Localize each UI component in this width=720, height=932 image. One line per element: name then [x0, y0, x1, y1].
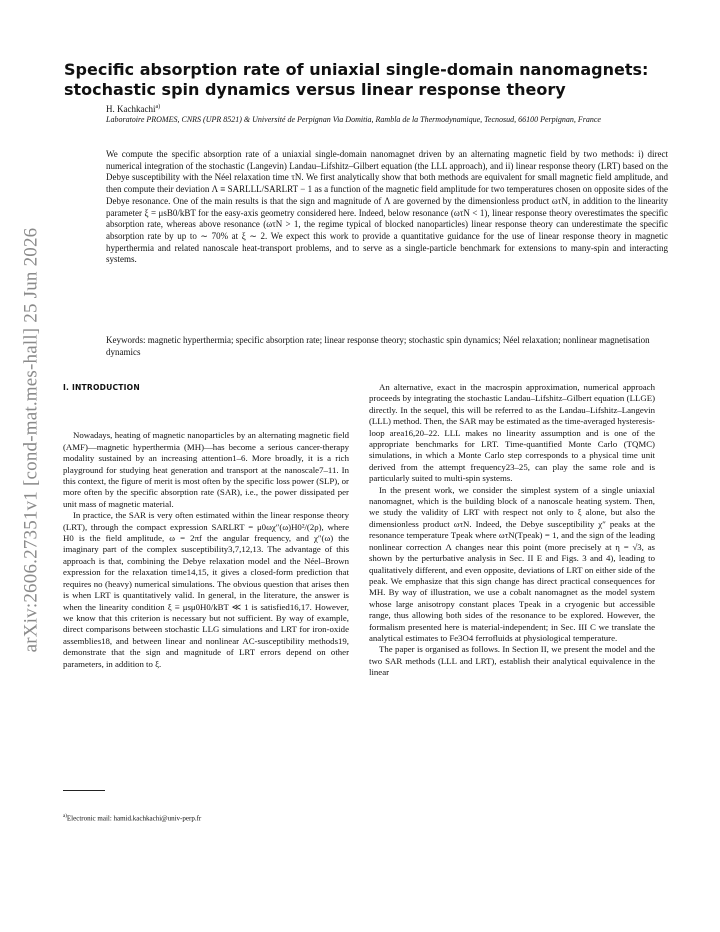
footnote-divider: [63, 790, 105, 791]
keywords: Keywords: magnetic hyperthermia; specific absorption rate; linear response theory; stochastic spin dynamics; Néel relaxation; nonlinear magnetisation dynamics: [106, 335, 650, 357]
section-heading-introduction: I. INTRODUCTION: [63, 383, 140, 392]
body-paragraph: In the present work, we consider the simplest system of a single uniaxial nanomagnet, which is the building block of a nanoscale heating system. Then, we study the validity of LRT with respect not only to ξ alone, but also the dimensionless product ωτN. Indeed, the Debye susceptibility χ″ peaks at the resonance temperature Tpeak where ωτN(Tpeak) = 1, and the sign of the leading nonlinear correction Λ changes near this point (more precisely at η = √3, as shown by the perturbative analysis in Sec. II E and Figs. 3 and 4), leading to qualitatively different, and even opposite, deviations of LRT on either side of the peak. We emphasize that this sign change has direct practical consequences for MH. By way of illustration, we use a cobalt nanomagnet as the model system whose large anisotropy constant places Tpeak in a cryogenic but accessible range, thus allowing both sides of the resonance to be explored. However, the formalism presented here is material-independent; in Sec. III C we translate the analytical estimates to Fe3O4 ferrofluids at physiological temperature.: [369, 484, 655, 643]
arxiv-identifier-text: arXiv:2606.27351v1 [cond-mat.mes-hall] 25 Jun 2026: [20, 227, 42, 653]
paper-title: Specific absorption rate of uniaxial single-domain nanomagnets: stochastic spin dynamics versus linear response theory: [64, 60, 649, 99]
footnote-email: Electronic mail: hamid.kachkachi@univ-perp.fr: [66, 814, 202, 823]
footnote-mark: a): [63, 814, 67, 819]
author-name: H. Kachkachi: [106, 104, 156, 114]
author-footnote-mark: a): [155, 104, 161, 110]
body-paragraph: In practice, the SAR is very often estimated within the linear response theory (LRT), through the compact expression SARLRT = μ0ωχ″(ω)H0²/(2ρ), where H0 is the field amplitude, ω = 2πf the angular frequency, and χ″(ω) the imaginary part of the complex susceptibility3,7,12,13. The advantage of this approach is that, combining the Debye relaxation model and the Néel–Brown expression for the relaxation time14,15, it gives a closed-form prediction that requires no (heavy) numerical simulations. The obvious question that arises then is when LRT is quantitatively valid. In general, in the literature, the answer is when the linearity condition ξ ≡ μsμ0H0/kBT ≪ 1 is satisfied16,17. However, we know that this criterion is necessary but not sufficient. By way of example, direct comparisons between stochastic LLG simulations and LRT for iron-oxide assemblies18, and between linear and nonlinear AC-susceptibility methods19, demonstrate that the sign and magnitude of LRT errors depend on other parameters, in addition to ξ.: [63, 510, 349, 669]
body-paragraph: The paper is organised as follows. In Section II, we present the model and the two SAR methods (LLL and LRT), establish their analytical equivalence in the linear: [369, 644, 655, 678]
right-column: [369, 382, 655, 679]
body-paragraph: Nowadays, heating of magnetic nanoparticles by an alternating magnetic field (AMF)—magnetic hyperthermia (MH)—has become a serious cancer-therapy modality sustained by an increasing attention1–6. More broadly, it is a rich playground for studying heat generation and transport at the nanoscale7–11. In this context, the figure of merit is most often by the specific loss power (SLP), or more often by the specific absorption rate (SAR), i.e., the power dissipated per unit mass of magnetic material.: [63, 430, 349, 509]
body-paragraph: An alternative, exact in the macrospin approximation, numerical approach proceeds by integrating the stochastic Landau–Lifshitz–Gilbert equation (LLGE) directly. In the sequel, this will be referred to as the Landau–Lifshitz–Langevin (LLL) method. Then, the SAR may be estimated as the time-averaged hysteresis-loop area16,20–22. LLL makes no linearity assumption and is one of the appropriate benchmarks for LRT. Time-quantified Monte Carlo (TQMC) simulations, in which a Monte Carlo step corresponds to a physical time unit derived from the attempt frequency23–25, can play the same role and is particularly suited to multi-spin systems.: [369, 382, 655, 484]
author-affiliation: Laboratoire PROMES, CNRS (UPR 8521) & Université de Perpignan Via Domitia, Rambla de la Thermodynamique, Tecnosud, 66100 Perpignan, France: [106, 115, 601, 124]
abstract: We compute the specific absorption rate of a uniaxial single-domain nanomagnet driven by an alternating magnetic field by two methods: i) direct numerical integration of the stochastic (Langevin) Landau–Lifshitz–Gilbert equation (the LLL approach), and ii) linear response theory (LRT) based on the Debye susceptibility with the Néel relaxation time τN. We first analytically show that both methods are equivalent for small magnetic field amplitude, and then compute their deviation Λ ≡ SARLLL/SARLRT − 1 as a function of the magnetic field amplitude for two temperatures chosen on opposite sides of the Debye resonance. One of the main results is that the sign and magnitude of Λ are governed by the dimensionless product ωτN, in addition to the linearity parameter ξ = μsB0/kBT for the easy-axis geometry considered here. Indeed, below resonance (ωτN < 1), linear response theory overestimates the specific absorption rate, whereas above resonance (ωτN > 1, the regime typical of blocked nanoparticles) linear response theory can underestimate the specific absorption rate by up to ∼ 70% at ξ ∼ 2. We expect this work to provide a quantitative guidance for the use of linear response theory in magnetic hyperthermia and related nanoscale heat-transport problems, and to serve as a single-particle benchmark for extensions to many-spin and interacting systems.: [106, 149, 668, 265]
left-column: [63, 382, 349, 670]
footnote: [63, 812, 349, 823]
arxiv-identifier-stamp: [16, 200, 46, 680]
